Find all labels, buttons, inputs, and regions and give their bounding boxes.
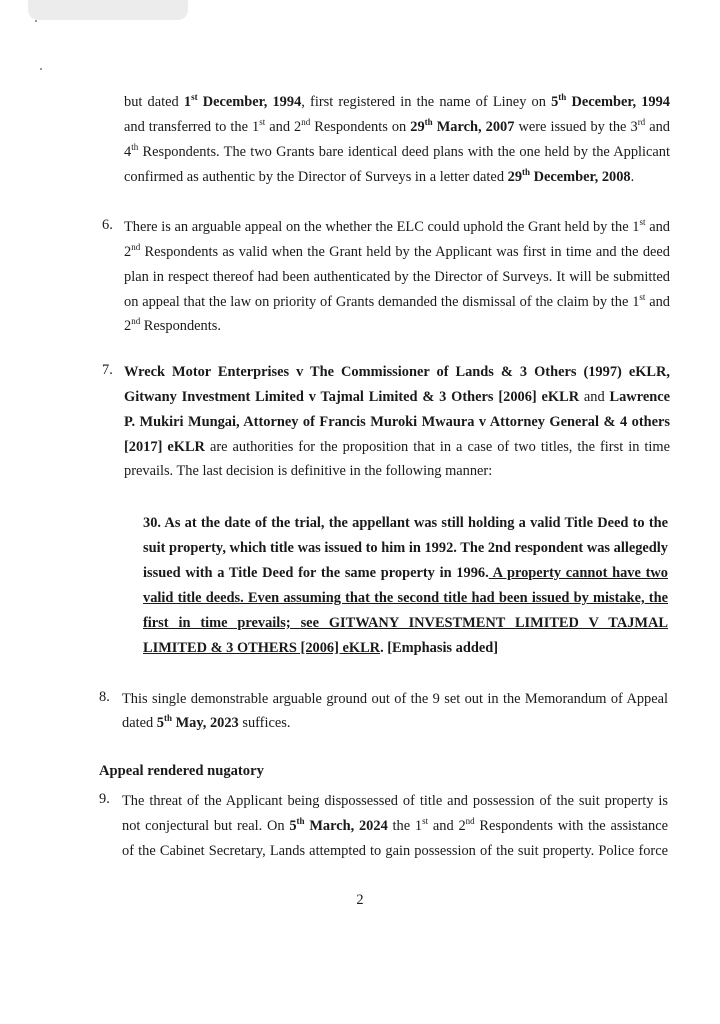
- quote-line-6: LIMITED & 3 OTHERS [2006] eKLR. [Emphasis added]: [143, 640, 499, 656]
- para-6-line-2: 2nd Respondents as valid when the Grant held by the Applicant was first in time and the deed: [124, 242, 670, 260]
- quote-line-1: 30. As at the date of the trial, the appellant was still holding a valid Title Deed to the: [143, 515, 668, 531]
- scan-speck: [40, 68, 42, 70]
- para-6-line-3: plan in respect thereof had been authenticated by the Director of Surveys. It will be submitted: [124, 269, 670, 285]
- scan-speck: [35, 20, 37, 22]
- para-7-line-1: Wreck Motor Enterprises v The Commissioner of Lands & 3 Others (1997) eKLR,: [124, 364, 670, 380]
- quote-line-5: first in time prevails; see GITWANY INVESTMENT LIMITED V TAJMAL: [143, 615, 668, 631]
- para-7-line-4: [2017] eKLR are authorities for the proposition that in a case of two titles, the first in time: [124, 439, 670, 455]
- para-cont-line-2: and transferred to the 1st and 2nd Respondents on 29th March, 2007 were issued by the 3rd and: [124, 117, 670, 135]
- para-8-number: 8.: [99, 689, 110, 705]
- para-6-number: 6.: [102, 217, 113, 233]
- para-6-line-5: 2nd Respondents.: [124, 316, 221, 334]
- para-9-number: 9.: [99, 791, 110, 807]
- para-7-number: 7.: [102, 362, 113, 378]
- para-9-line-1: The threat of the Applicant being dispossessed of title and possession of the suit property is: [122, 793, 668, 809]
- para-cont-line-1: but dated 1st December, 1994, first registered in the name of Liney on 5th December, 1994: [124, 92, 671, 110]
- para-6-line-1: There is an arguable appeal on the whether the ELC could uphold the Grant held by the 1st and: [124, 217, 670, 235]
- para-8-line-1: This single demonstrable arguable ground out of the 9 set out in the Memorandum of Appeal: [122, 691, 668, 707]
- section-heading: Appeal rendered nugatory: [99, 763, 264, 779]
- para-7-line-2: Gitwany Investment Limited v Tajmal Limited & 3 Others [2006] eKLR and Lawrence: [124, 389, 670, 405]
- para-7-line-5: prevails. The last decision is definitive in the following manner:: [124, 463, 493, 479]
- toolbar-fragment: [28, 0, 188, 20]
- para-cont-line-3: 4th Respondents. The two Grants bare identical deed plans with the one held by the Applicant: [124, 142, 670, 160]
- quote-line-4: valid title deeds. Even assuming that the second title had been issued by mistake, the: [143, 590, 668, 606]
- page-number: 2: [356, 892, 364, 908]
- para-6-line-4: on appeal that the law on priority of Grants demanded the dismissal of the claim by the 1st and: [124, 292, 670, 310]
- para-9-line-3: of the Cabinet Secretary, Lands attempted to gain possession of the suit property. Police force: [122, 843, 668, 859]
- quote-line-2: suit property, which title was issued to him in 1992. The 2nd respondent was allegedly: [143, 540, 668, 556]
- para-cont-line-4: confirmed as authentic by the Director of Surveys in a letter dated 29th December, 2008.: [124, 167, 635, 185]
- para-7-line-3: P. Mukiri Mungai, Attorney of Francis Muroki Mwaura v Attorney General & 4 others: [124, 414, 670, 430]
- para-8-line-2: dated 5th May, 2023 suffices.: [122, 713, 291, 731]
- para-9-line-2: not conjectural but real. On 5th March, 2024 the 1st and 2nd Respondents with the assistance: [122, 816, 669, 834]
- quote-line-3: issued with a Title Deed for the same property in 1996. A property cannot have two: [143, 565, 668, 581]
